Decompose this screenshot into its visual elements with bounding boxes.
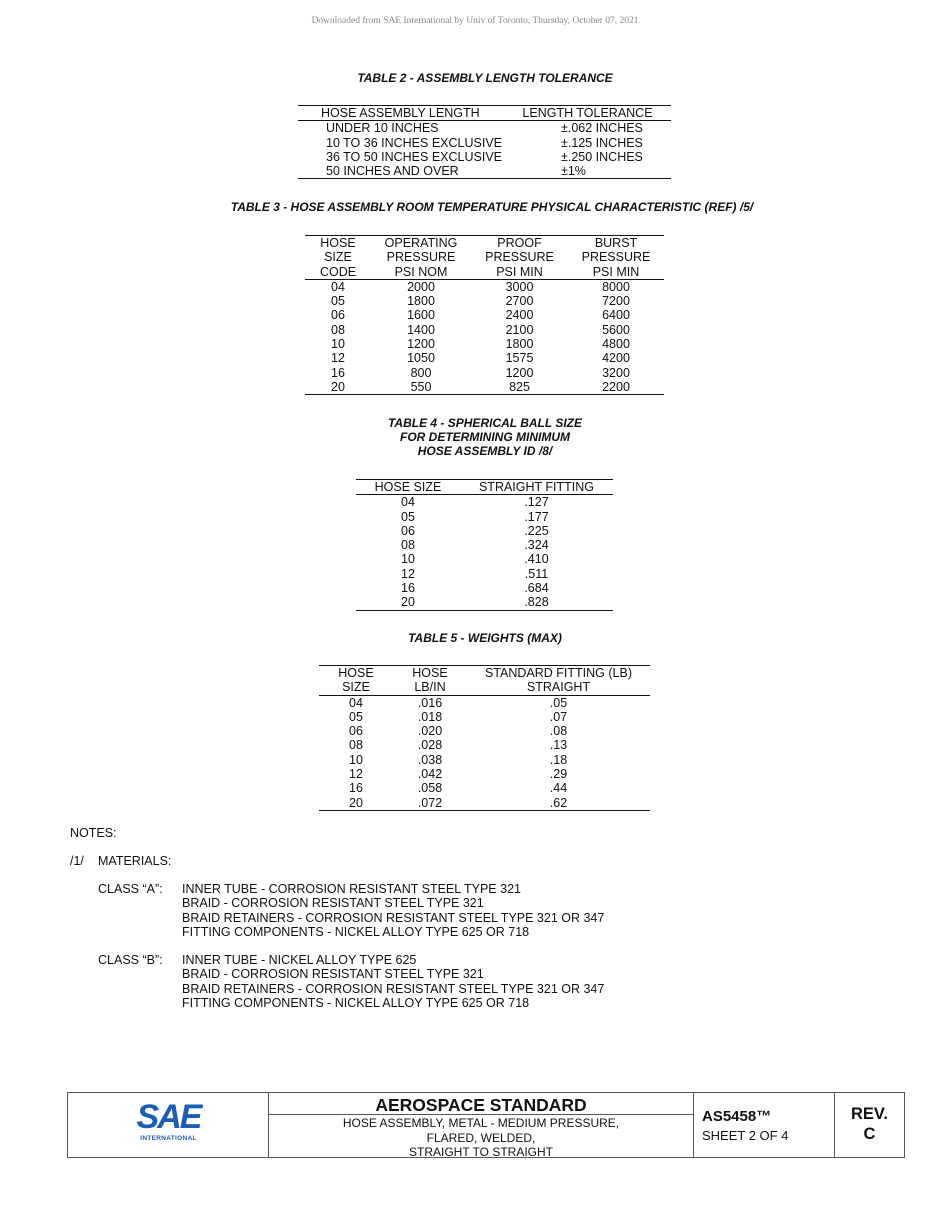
table5-row-cell: 04 — [349, 695, 363, 710]
sae-logo — [68, 1100, 269, 1142]
material-line: INNER TUBE - NICKEL ALLOY TYPE 625 — [182, 953, 417, 967]
class-b-materials — [182, 953, 604, 1010]
table3-header-row-cell: PRESSURE — [485, 250, 554, 265]
table5-row-cell: .05 — [549, 695, 568, 710]
table3-header-row-cell: BURST — [568, 236, 664, 251]
class-b-label: CLASS “B”: — [98, 953, 163, 967]
table3-header-row-cell: CODE — [305, 265, 371, 280]
table3-header-row-cell: HOSE — [305, 236, 371, 251]
table4-title — [0, 416, 950, 458]
table2-title: TABLE 2 - ASSEMBLY LENGTH TOLERANCE — [357, 71, 613, 85]
table4-row — [356, 595, 613, 610]
table3-row — [305, 351, 664, 365]
table3-header-row-cell: PRESSURE — [386, 250, 456, 265]
table4-header-size: HOSE SIZE — [356, 480, 460, 495]
table4-row-cell: 04 — [401, 495, 415, 510]
table4-row-cell: .127 — [524, 495, 549, 510]
table3-header-row-cell: PSI NOM — [371, 265, 471, 280]
table4-title-line: HOSE ASSEMBLY ID /8/ — [417, 444, 553, 458]
material-line: FITTING COMPONENTS - NICKEL ALLOY TYPE 625 OR 718 — [182, 924, 530, 939]
table3-row-cell: 4200 — [602, 351, 630, 366]
table3-row-cell: 3000 — [505, 279, 534, 294]
table5-row-cell: .072 — [393, 796, 467, 811]
table5-title: TABLE 5 - WEIGHTS (MAX) — [408, 631, 562, 645]
table3-row — [305, 294, 664, 308]
table5-row-cell: .44 — [549, 781, 568, 796]
table3-row-cell: 05 — [331, 294, 345, 309]
table5-row — [319, 781, 650, 795]
description-line: HOSE ASSEMBLY, METAL - MEDIUM PRESSURE, — [342, 1116, 620, 1130]
table5-header-row-cell: HOSE — [393, 666, 467, 681]
table4-row-cell: 12 — [401, 566, 415, 581]
table5-row — [319, 724, 650, 738]
table5-header-row — [319, 666, 650, 681]
download-note: Downloaded from SAE International by Univ of Toronto, Thursday, October 07, 2021 — [311, 16, 639, 26]
table3-row — [305, 380, 664, 395]
revision-label: REV. — [851, 1105, 888, 1123]
table3-row-cell: 12 — [331, 351, 345, 366]
table4-row-cell: 16 — [401, 581, 415, 596]
table5-row-cell: 08 — [349, 738, 363, 753]
table5-row-cell: .016 — [417, 695, 443, 710]
title-block — [67, 1092, 905, 1158]
material-line: BRAID RETAINERS - CORROSION RESISTANT STEEL TYPE 321 OR 347 — [182, 910, 605, 925]
table4-row-cell: 05 — [401, 509, 415, 524]
table3-header-row-cell: PRESSURE — [581, 250, 651, 265]
table3-row-cell: 2400 — [505, 308, 534, 323]
table5-row — [319, 796, 650, 811]
table4-row-cell: 10 — [401, 552, 415, 567]
table3-row-cell: 3200 — [602, 365, 630, 380]
table3 — [305, 235, 664, 395]
table3-row-cell: 1050 — [407, 351, 435, 366]
description-line: FLARED, WELDED, — [426, 1130, 536, 1145]
table5-row — [319, 767, 650, 781]
table5-row-cell: 06 — [349, 724, 363, 739]
table2-row-cell: 50 INCHES AND OVER — [298, 164, 504, 179]
table3-row-cell: 1575 — [505, 351, 534, 366]
table5-row-cell: .62 — [467, 796, 650, 811]
table3-header-row — [305, 236, 664, 251]
table3-row — [305, 279, 664, 294]
table3-row-cell: 16 — [331, 365, 345, 380]
table4-row-cell: 08 — [401, 538, 415, 553]
table5-row-cell: .08 — [549, 724, 568, 739]
table5-header-row — [319, 680, 650, 695]
table4-row-cell: .324 — [524, 538, 549, 553]
table3-row-cell: 10 — [331, 337, 345, 352]
document-description — [269, 1115, 693, 1160]
table3-row — [305, 337, 664, 351]
table3-title: TABLE 3 - HOSE ASSEMBLY ROOM TEMPERATURE PHYSICAL CHARACTERISTIC (REF) /5/ — [230, 200, 754, 214]
table5-row-cell: .038 — [417, 752, 443, 767]
table2-row-cell: ±.250 INCHES — [561, 149, 643, 164]
sae-logo-sub: INTERNATIONAL — [140, 1135, 197, 1142]
table3-header-row-cell: PSI MIN — [471, 265, 568, 280]
table5-header-row-cell: SIZE — [319, 680, 393, 695]
table4-row-cell: .828 — [460, 595, 613, 610]
revision-value: C — [863, 1125, 876, 1143]
table3-row-cell: 2100 — [505, 322, 534, 337]
table5-header-row-cell: STRAIGHT — [467, 680, 650, 695]
table3-header-row — [305, 265, 664, 280]
table3-row-cell: 1800 — [407, 294, 435, 309]
table3-row-cell: 5600 — [602, 322, 630, 337]
table5-row-cell: .07 — [549, 709, 568, 724]
table3-header-row-cell: SIZE — [324, 250, 352, 265]
table3-row-cell: 4800 — [602, 337, 630, 352]
sae-logo-mark: SAE — [136, 1098, 201, 1136]
table5-row-cell: .18 — [549, 752, 568, 767]
table4-row — [356, 538, 613, 552]
logo-cell — [68, 1093, 269, 1157]
table3-header-row-cell: OPERATING — [371, 236, 471, 251]
table3-row-cell: 2700 — [505, 294, 534, 309]
table4-row-cell: .410 — [524, 552, 549, 567]
table4 — [356, 479, 613, 611]
revision-cell — [835, 1093, 904, 1157]
table3-row-cell: 08 — [331, 322, 345, 337]
table4-row — [356, 495, 613, 510]
table4-header-fitting: STRAIGHT FITTING — [460, 480, 613, 495]
table3-row-cell: 1200 — [505, 365, 534, 380]
table4-row — [356, 552, 613, 566]
table5-row-cell: .042 — [417, 767, 443, 782]
table5-row — [319, 710, 650, 724]
table5-header-row-cell: HOSE — [319, 666, 393, 681]
table4-row — [356, 510, 613, 524]
table3-row-cell: 04 — [331, 279, 345, 294]
table3-row-cell: 1800 — [505, 337, 534, 352]
number-cell — [694, 1093, 835, 1157]
table2-row — [298, 150, 671, 164]
table2-header-tolerance: LENGTH TOLERANCE — [504, 106, 671, 121]
table4-title-line: FOR DETERMINING MINIMUM — [400, 430, 570, 444]
table4-row — [356, 581, 613, 595]
table3-row-cell: 1400 — [407, 322, 435, 337]
note1-number: /1/ — [70, 854, 84, 868]
table5-row — [319, 738, 650, 752]
table5-row-cell: 16 — [349, 781, 363, 796]
table2-row-cell: ±.125 INCHES — [561, 135, 643, 150]
table3-row-cell: 1600 — [407, 308, 435, 323]
table5-row-cell: .29 — [549, 767, 568, 782]
material-line: BRAID - CORROSION RESISTANT STEEL TYPE 321 — [182, 967, 484, 982]
table4-row-cell: .177 — [524, 509, 549, 524]
note1-label: MATERIALS: — [98, 854, 172, 868]
table2-row-cell: 10 TO 36 INCHES EXCLUSIVE — [326, 135, 503, 150]
table4-row-cell: 06 — [401, 523, 415, 538]
table5-row-cell: .13 — [549, 738, 568, 753]
table5 — [319, 665, 650, 811]
table2-row — [298, 164, 671, 179]
table3-row-cell: 6400 — [602, 308, 630, 323]
table2-header-length: HOSE ASSEMBLY LENGTH — [298, 106, 504, 121]
table3-row-cell: 2000 — [407, 279, 435, 294]
table5-row-cell: 12 — [349, 767, 363, 782]
class-a-label: CLASS “A”: — [98, 882, 163, 896]
table3-row-cell: 06 — [331, 308, 345, 323]
material-line: BRAID RETAINERS - CORROSION RESISTANT STEEL TYPE 321 OR 347 — [182, 981, 605, 996]
table3-row-cell: 550 — [371, 380, 471, 395]
table3-row — [305, 323, 664, 337]
table4-row-cell: .225 — [524, 523, 549, 538]
table2-row-cell: UNDER 10 INCHES — [326, 121, 439, 136]
table5-row-cell: 20 — [319, 796, 393, 811]
table3-row-cell: 7200 — [602, 294, 630, 309]
table4-row — [356, 567, 613, 581]
table3-header-row — [305, 250, 664, 264]
table4-row-cell: .511 — [524, 566, 549, 581]
table5-header-row-cell: LB/IN — [393, 680, 467, 695]
table5-row — [319, 753, 650, 767]
table3-header-row-cell: PSI MIN — [568, 265, 664, 280]
notes-heading: NOTES: — [70, 826, 117, 840]
table2-row — [298, 121, 671, 136]
table5-header-row-cell: STANDARD FITTING (LB) — [467, 666, 650, 681]
standard-title: AEROSPACE STANDARD — [269, 1093, 693, 1115]
table3-row-cell: 20 — [305, 380, 371, 395]
table2-row-cell: ±1% — [504, 164, 671, 179]
material-line: BRAID - CORROSION RESISTANT STEEL TYPE 321 — [182, 896, 484, 911]
class-a-materials — [182, 882, 604, 939]
document-number: AS5458™ — [702, 1108, 772, 1125]
table2 — [298, 105, 671, 179]
description-cell — [269, 1093, 694, 1157]
material-line: INNER TUBE - CORROSION RESISTANT STEEL TYPE 321 — [182, 882, 521, 896]
table2-row-cell: 36 TO 50 INCHES EXCLUSIVE — [326, 149, 503, 164]
table3-row — [305, 366, 664, 380]
table5-row-cell: .028 — [417, 738, 443, 753]
table3-row-cell: 2200 — [568, 380, 664, 395]
table4-row-cell: .684 — [524, 581, 549, 596]
table5-row-cell: .020 — [417, 724, 443, 739]
description-line: STRAIGHT TO STRAIGHT — [408, 1145, 554, 1159]
table5-row-cell: .058 — [417, 781, 443, 796]
table4-row-cell: 20 — [356, 595, 460, 610]
table4-title-line: TABLE 4 - SPHERICAL BALL SIZE — [387, 416, 582, 430]
table3-row — [305, 308, 664, 322]
table2-row-cell: ±.062 INCHES — [561, 121, 643, 136]
table3-row-cell: 825 — [471, 380, 568, 395]
table5-row-cell: 05 — [349, 709, 363, 724]
table2-row — [298, 136, 671, 150]
table4-row — [356, 524, 613, 538]
table5-row-cell: .018 — [417, 709, 443, 724]
sheet-number: SHEET 2 OF 4 — [702, 1128, 789, 1143]
table5-row-cell: 10 — [349, 752, 363, 767]
material-line: FITTING COMPONENTS - NICKEL ALLOY TYPE 625 OR 718 — [182, 995, 530, 1010]
table3-row-cell: 8000 — [602, 279, 630, 294]
table5-row — [319, 695, 650, 710]
table3-row-cell: 1200 — [407, 337, 435, 352]
table3-header-row-cell: PROOF — [471, 236, 568, 251]
table3-row-cell: 800 — [410, 365, 432, 380]
